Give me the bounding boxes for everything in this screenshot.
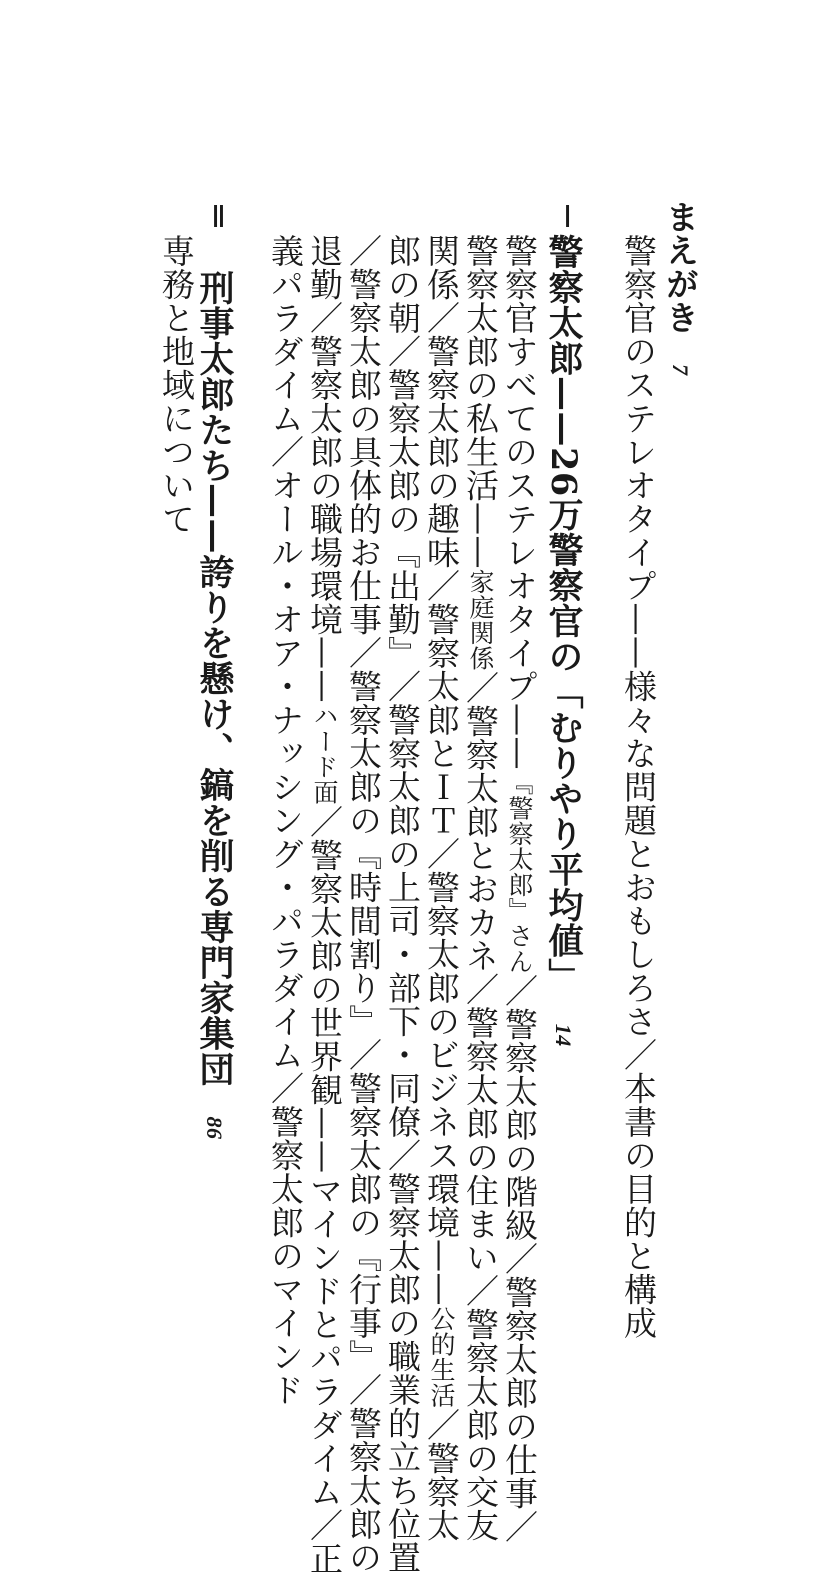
- line-text: 退勤／警察太郎の職場環境——: [305, 234, 344, 703]
- chapter1-title-sub: ——26万警察官の「むりやり平均値」: [543, 376, 584, 994]
- line-text: ／警察太郎の具体的お仕事／警察太郎の『時間割り』／警察太郎の『行事』／警察太郎の: [344, 234, 383, 1574]
- chapter1-line-1: [500, 234, 539, 1544]
- chapter1-line-7: [266, 234, 305, 1407]
- chapter2-title-sub: ——誇りを懸け、鎬を削る専門家集団: [194, 483, 235, 1087]
- line-text-small: 家庭関係: [466, 569, 495, 671]
- chapter1-line-3: [422, 234, 461, 1542]
- preface-title-text: まえがき: [661, 200, 700, 334]
- chapter1-line-6: [305, 234, 344, 1576]
- chapter2-line-1: [157, 234, 196, 536]
- preface-description: [619, 234, 658, 1340]
- chapter1-line-5: [344, 234, 383, 1574]
- line-text-small: 『警察太郎』さん: [505, 770, 534, 974]
- line-text-small: ハード面: [310, 703, 339, 805]
- chapter2-page-number: 86: [202, 1116, 227, 1140]
- preface-title: [661, 200, 700, 376]
- line-text: 警察太郎の私生活——: [461, 234, 500, 569]
- line-text: ／警察太郎の世界観——マインドとパラダイム／正: [305, 805, 344, 1576]
- line-text: ／警察太: [422, 1408, 461, 1542]
- line-text: 郎の朝／警察太郎の『出勤』／警察太郎の上司・部下・同僚／警察太郎の職業的立ち位置: [383, 234, 422, 1574]
- chapter1-title: [543, 234, 584, 1047]
- chapter2-numeral: Ⅱ: [202, 200, 235, 235]
- line-text: 関係／警察太郎の趣味／警察太郎とＩＴ／警察太郎のビジネス環境——: [422, 234, 461, 1306]
- chapter2-title: [194, 270, 235, 1140]
- chapter1-numeral: Ⅰ: [551, 200, 584, 235]
- line-text: 専務と地域について: [157, 234, 196, 536]
- chapter1-title-main: 警察太郎: [543, 234, 584, 376]
- line-text: ／警察太郎とおカネ／警察太郎の住まい／警察太郎の交友: [461, 671, 500, 1542]
- line-text: 義パラダイム／オール・オア・ナッシング・パラダイム／警察太郎のマインド: [266, 234, 305, 1407]
- line-text-small: 公的生活: [427, 1306, 456, 1408]
- line-text: 警察官すべてのステレオタイプ——: [500, 234, 539, 770]
- chapter1-line-2: [461, 234, 500, 1542]
- chapter1-page-number: 14: [551, 1023, 576, 1047]
- chapter2-title-main: 刑事太郎たち: [194, 270, 235, 483]
- chapter1-line-4: [383, 234, 422, 1574]
- line-text: ／警察太郎の階級／警察太郎の仕事／: [500, 974, 539, 1544]
- preface-page-number: 7: [668, 364, 693, 376]
- preface-description-text: 警察官のステレオタイプ——様々な問題とおもしろさ／本書の目的と構成: [619, 234, 658, 1340]
